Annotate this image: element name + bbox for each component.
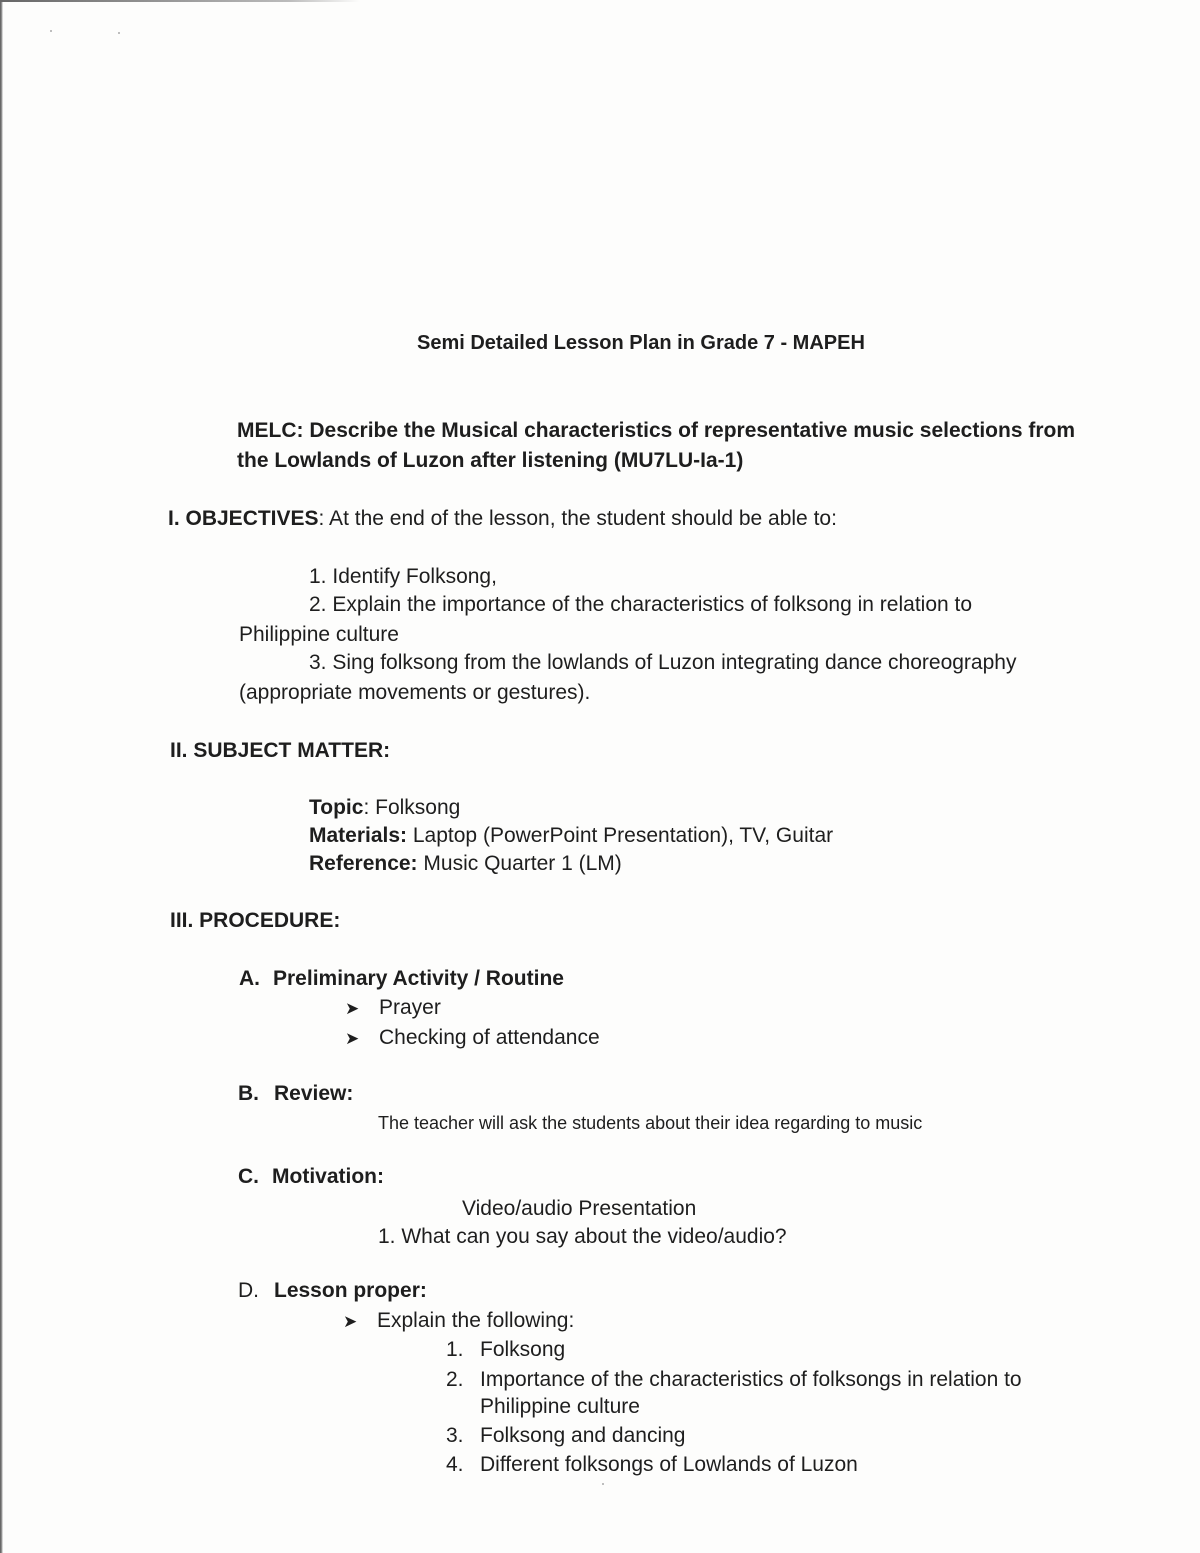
objective-item xyxy=(309,563,497,591)
reference-label: Reference: xyxy=(309,852,418,875)
objective-item xyxy=(309,591,972,619)
lesson-text: Different folksongs of Lowlands of Luzon xyxy=(480,1453,858,1476)
section-b-label: Review: xyxy=(274,1082,354,1105)
arrowhead-bullet-icon: ➤ xyxy=(345,999,360,1018)
lesson-text: Importance of the characteristics of folksongs in relation to xyxy=(480,1368,1022,1391)
bullet-text: Explain the following: xyxy=(377,1309,575,1332)
scan-edge xyxy=(0,0,3,1553)
melc-text-2: the Lowlands of Luzon after listening (MU7LU-Ia-1) xyxy=(237,449,744,472)
bullet-text: Checking of attendance xyxy=(379,1026,600,1049)
topic-line xyxy=(309,794,460,822)
lesson-num: 3. xyxy=(446,1424,464,1447)
lesson-item xyxy=(446,1422,685,1450)
objective-num: 3. xyxy=(309,651,327,674)
objective-num: 1. xyxy=(309,565,327,588)
section-letter: D. xyxy=(238,1279,259,1302)
lesson-text: Folksong xyxy=(480,1338,566,1361)
arrowhead-bullet-icon: ➤ xyxy=(345,1029,360,1048)
bullet-text: Prayer xyxy=(379,996,441,1019)
section-d-label: Lesson proper: xyxy=(274,1279,427,1302)
melc-label: MELC: xyxy=(237,419,304,442)
section-letter: C. xyxy=(238,1165,259,1188)
scan-speck xyxy=(118,32,120,34)
scan-speck xyxy=(602,1483,604,1485)
reference-line xyxy=(309,850,622,878)
reference-value: Music Quarter 1 (LM) xyxy=(417,852,622,875)
section-a-label: Preliminary Activity / Routine xyxy=(273,967,564,990)
review-text: The teacher will ask the students about their idea regarding to music xyxy=(378,1113,923,1133)
melc-line-1 xyxy=(237,417,1075,445)
lesson-num: 4. xyxy=(446,1453,464,1476)
subject-matter-heading: II. SUBJECT MATTER: xyxy=(170,739,391,762)
lesson-item xyxy=(446,1336,565,1364)
lesson-text: Folksong and dancing xyxy=(480,1424,686,1447)
materials-line xyxy=(309,822,833,850)
topic-label: Topic xyxy=(309,796,364,819)
objectives-line xyxy=(168,505,837,533)
bullet-item xyxy=(343,1307,574,1336)
scan-speck xyxy=(50,30,52,32)
objective-text: Sing folksong from the lowlands of Luzon integrating dance choreography xyxy=(332,651,1017,674)
arrowhead-bullet-icon: ➤ xyxy=(343,1312,358,1331)
objectives-heading: I. OBJECTIVES xyxy=(168,507,319,530)
procedure-heading: III. PROCEDURE: xyxy=(170,909,341,932)
objective-text: Explain the importance of the characteristics of folksong in relation to xyxy=(332,593,973,616)
bullet-item xyxy=(345,1024,600,1053)
motivation-line-1: Video/audio Presentation xyxy=(462,1197,697,1220)
materials-label: Materials: xyxy=(309,824,408,847)
motivation-line-2: 1. What can you say about the video/audio? xyxy=(378,1225,787,1248)
page-title: Semi Detailed Lesson Plan in Grade 7 - MAPEH xyxy=(417,332,865,354)
materials-value: Laptop (PowerPoint Presentation), TV, Guitar xyxy=(407,824,834,847)
section-letter: B. xyxy=(238,1082,259,1105)
melc-text-1: Describe the Musical characteristics of representative music selections from xyxy=(309,419,1075,442)
objectives-intro: : At the end of the lesson, the student should be able to: xyxy=(318,507,837,530)
lesson-item xyxy=(446,1451,858,1479)
objective-continuation: Philippine culture xyxy=(239,623,399,646)
section-b-heading xyxy=(238,1080,353,1108)
topic-value: : Folksong xyxy=(363,796,461,819)
objective-text: Identify Folksong, xyxy=(332,565,497,588)
section-c-label: Motivation: xyxy=(272,1165,384,1188)
objective-continuation: (appropriate movements or gestures). xyxy=(239,681,591,704)
section-letter: A. xyxy=(239,967,260,990)
section-a-heading xyxy=(239,965,564,993)
lesson-item xyxy=(446,1366,1022,1394)
lesson-num: 1. xyxy=(446,1338,464,1361)
section-d-heading xyxy=(238,1277,427,1305)
bullet-item xyxy=(345,994,441,1023)
lesson-num: 2. xyxy=(446,1368,464,1391)
section-c-heading xyxy=(238,1163,384,1191)
objective-item xyxy=(309,649,1016,677)
lesson-continuation: Philippine culture xyxy=(480,1395,640,1418)
objective-num: 2. xyxy=(309,593,327,616)
scan-edge-top xyxy=(0,0,360,2)
